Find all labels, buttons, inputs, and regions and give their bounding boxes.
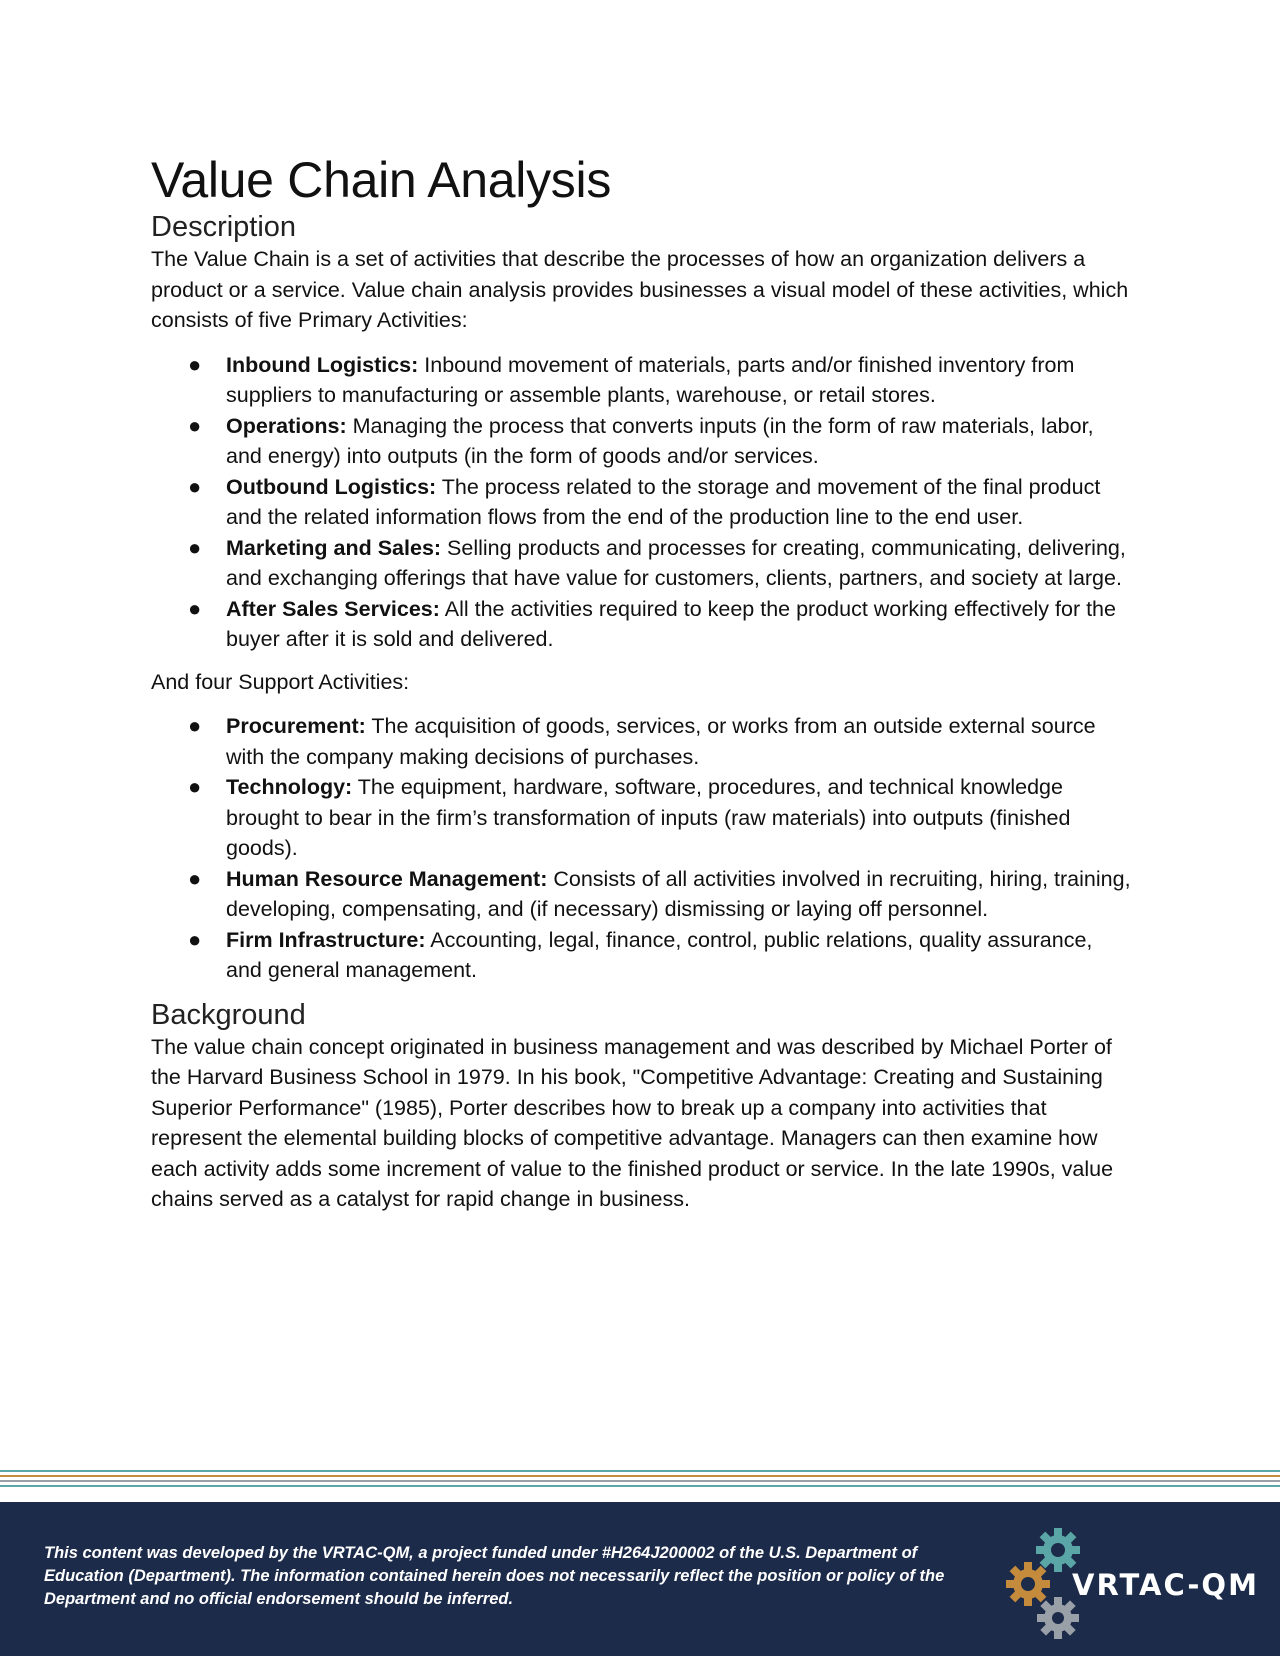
list-item [188,711,1131,772]
list-item [188,411,1131,472]
bullet-icon: ● [188,774,202,799]
list-item-text: Inbound movement of materials, parts and/or finished inventory from suppliers to manufacturing or assemble plants, warehouse, or retail stores. [226,352,1075,407]
list-item [188,864,1131,925]
gear-teal-icon [1036,1528,1080,1572]
list-item-term: Technology: [226,775,353,799]
list-item-term: Human Resource Management: [226,866,548,891]
list-item-term: Marketing and Sales: [226,535,442,560]
list-item-text: The acquisition of goods, services, or works from an outside external source with the company making decisions of purchases. [226,714,1096,769]
list-item-term: Procurement: [226,714,366,738]
list-item [188,594,1131,655]
bullet-icon: ● [188,713,202,738]
background-text: The value chain concept originated in business management and was described by Michael Porter of the Harvard Business School in 1979. In his book, "Competitive Advantage: Creating and Sustaining Superior Performance" (1985), Porter describes how to break up a company into activities that represent the elemental building blocks of competitive advantage. Managers can then examine how each activity adds some increment of value to the finished product or service. In the late 1990s, value chains served as a catalyst for rapid change in business. [151,1034,1114,1211]
bullet-icon: ● [188,473,202,499]
bullet-icon: ● [188,865,202,891]
gear-grey-icon [1037,1597,1079,1639]
list-item-text: The process related to the storage and movement of the final product and the related information flows from the end of the production line to the end user. [226,474,1101,529]
primary-activities-list [151,350,1131,655]
list-item-text: The equipment, hardware, software, procedures, and technical knowledge brought to bear in the firm’s transformation of inputs (raw materials) into outputs (finished goods). [226,775,1071,860]
bullet-icon: ● [188,351,202,377]
list-item [188,472,1131,533]
background-heading: Background [151,998,306,1031]
bullet-icon: ● [188,926,202,952]
list-item-text: Consists of all activities involved in recruiting, hiring, training, developing, compensating, and (if necessary) dismissing or laying off personnel. [226,866,1131,921]
list-item-text: All the activities required to keep the product working effectively for the buyer after it is sold and delivered. [226,596,1116,651]
list-item [188,350,1131,411]
divider-stripe [0,1485,1280,1487]
divider-stripe [0,1480,1280,1482]
footer-divider-stripes [0,1470,1280,1490]
list-item-term: Inbound Logistics: [226,352,419,377]
description-intro: The Value Chain is a set of activities that describe the processes of how an organization delivers a product or a service. Value chain analysis provides businesses a visual model of these activities, which consists of five Primary Activities: [151,247,1129,332]
page-title: Value Chain Analysis [151,152,612,208]
footer [0,1502,1280,1656]
list-item [188,925,1131,986]
list-item [188,533,1131,594]
footer-disclaimer: This content was developed by the VRTAC-QM, a project funded under #H264J200002 of the U.S. Department of Education (Department). The information contained herein does not necessarily reflect the position or policy of the Department and no official endorsement should be inferred. [44,1544,945,1608]
divider-stripe [0,1475,1280,1477]
bullet-icon: ● [188,412,202,438]
list-item-term: Firm Infrastructure: [226,927,426,952]
bullet-icon: ● [188,534,202,560]
list-item-text: Accounting, legal, finance, control, public relations, quality assurance, and general management. [226,927,1093,982]
support-intro: And four Support Activities: [151,669,410,694]
logo-text: VRTAC-QM [1072,1568,1259,1602]
gear-orange-icon [1006,1562,1050,1606]
list-item [188,772,1131,864]
list-item-text: Managing the process that converts inputs (in the form of raw materials, labor, and energy) into outputs (in the form of goods and/or services. [226,413,1094,468]
vrtac-qm-logo [1000,1522,1260,1642]
list-item-term: Operations: [226,413,347,438]
bullet-icon: ● [188,595,202,621]
divider-stripe [0,1470,1280,1472]
list-item-term: Outbound Logistics: [226,474,437,499]
description-heading: Description [151,211,297,243]
list-item-text: Selling products and processes for creating, communicating, delivering, and exchanging offerings that have value for customers, clients, partners, and society at large. [226,535,1126,590]
list-item-term: After Sales Services: [226,596,440,621]
document-body [151,150,1131,1215]
support-activities-list [151,711,1131,986]
